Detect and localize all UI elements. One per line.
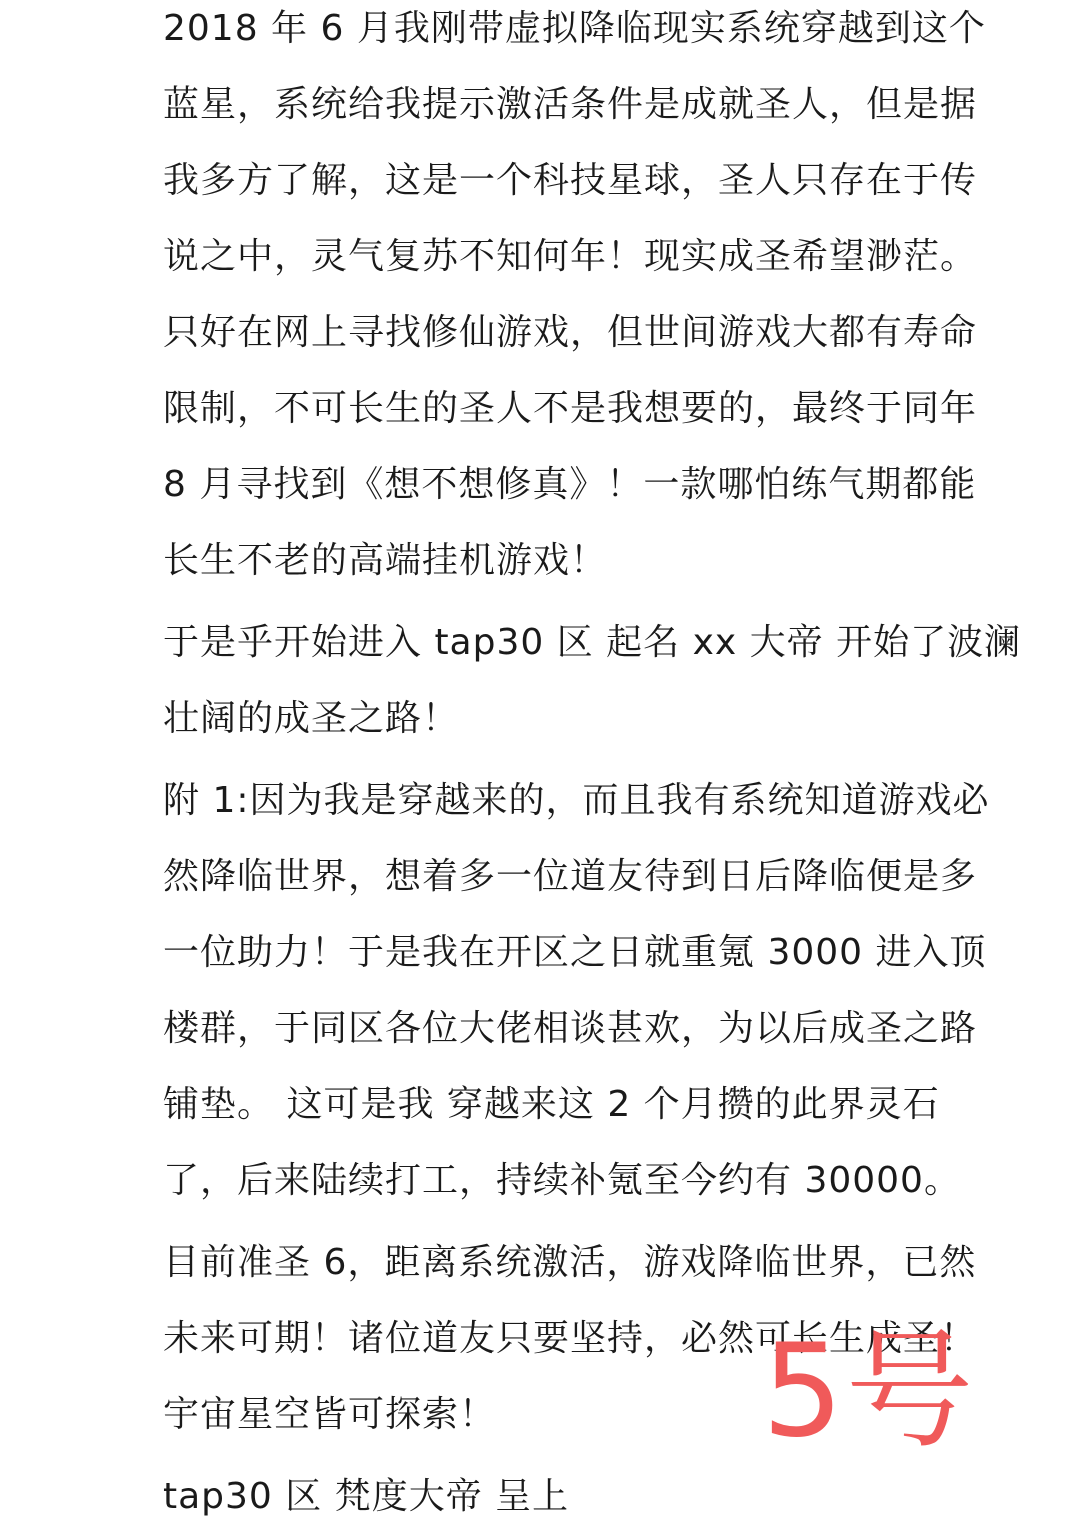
paragraph-intro: [163, 0, 1043, 599]
text-line: 然降临世界，想着多一位道友待到日后降临便是多: [163, 856, 978, 897]
text-line: tap30 区 梵度大帝 呈上: [163, 1476, 570, 1517]
paragraph-appendix: [163, 763, 1043, 1219]
text-line: 未来可期！诸位道友只要坚持，必然可长生成圣！: [163, 1318, 978, 1359]
text-line: 8 月寻找到《想不想修真》！一款哪怕练气期都能: [163, 464, 977, 505]
paragraph-start: [163, 605, 1043, 757]
number-stamp: 5号: [762, 1317, 976, 1466]
article-body: [163, 0, 1043, 1535]
text-line: 2018 年 6 月我刚带虚拟降临现实系统穿越到这个: [163, 8, 986, 49]
text-line: 限制，不可长生的圣人不是我想要的，最终于同年: [163, 388, 978, 429]
text-line: 宇宙星空皆可探索！: [163, 1394, 497, 1435]
text-line: 说之中，灵气复苏不知何年！现实成圣希望渺茫。: [163, 236, 978, 277]
text-line: 只好在网上寻找修仙游戏，但世间游戏大都有寿命: [163, 312, 978, 353]
text-line: 一位助力！于是我在开区之日就重氪 3000 进入顶: [163, 932, 987, 973]
text-line: 附 1:因为我是穿越来的，而且我有系统知道游戏必: [163, 780, 990, 821]
text-line: 铺垫。 这可是我 穿越来这 2 个月攒的此界灵石: [163, 1084, 940, 1125]
text-line: 长生不老的高端挂机游戏！: [163, 540, 608, 581]
text-line: 壮阔的成圣之路！: [163, 698, 460, 739]
text-line: 目前准圣 6，距离系统激活，游戏降临世界，已然: [163, 1242, 977, 1283]
text-line: 楼群，于同区各位大佬相谈甚欢，为以后成圣之路: [163, 1008, 978, 1049]
text-line: 于是乎开始进入 tap30 区 起名 xx 大帝 开始了波澜: [163, 622, 1022, 663]
paragraph-signature: [163, 1459, 1043, 1535]
text-line: 我多方了解，这是一个科技星球，圣人只存在于传: [163, 160, 978, 201]
text-line: 蓝星，系统给我提示激活条件是成就圣人，但是据: [163, 84, 978, 125]
text-line: 了，后来陆续打工，持续补氪至今约有 30000。: [163, 1160, 961, 1201]
